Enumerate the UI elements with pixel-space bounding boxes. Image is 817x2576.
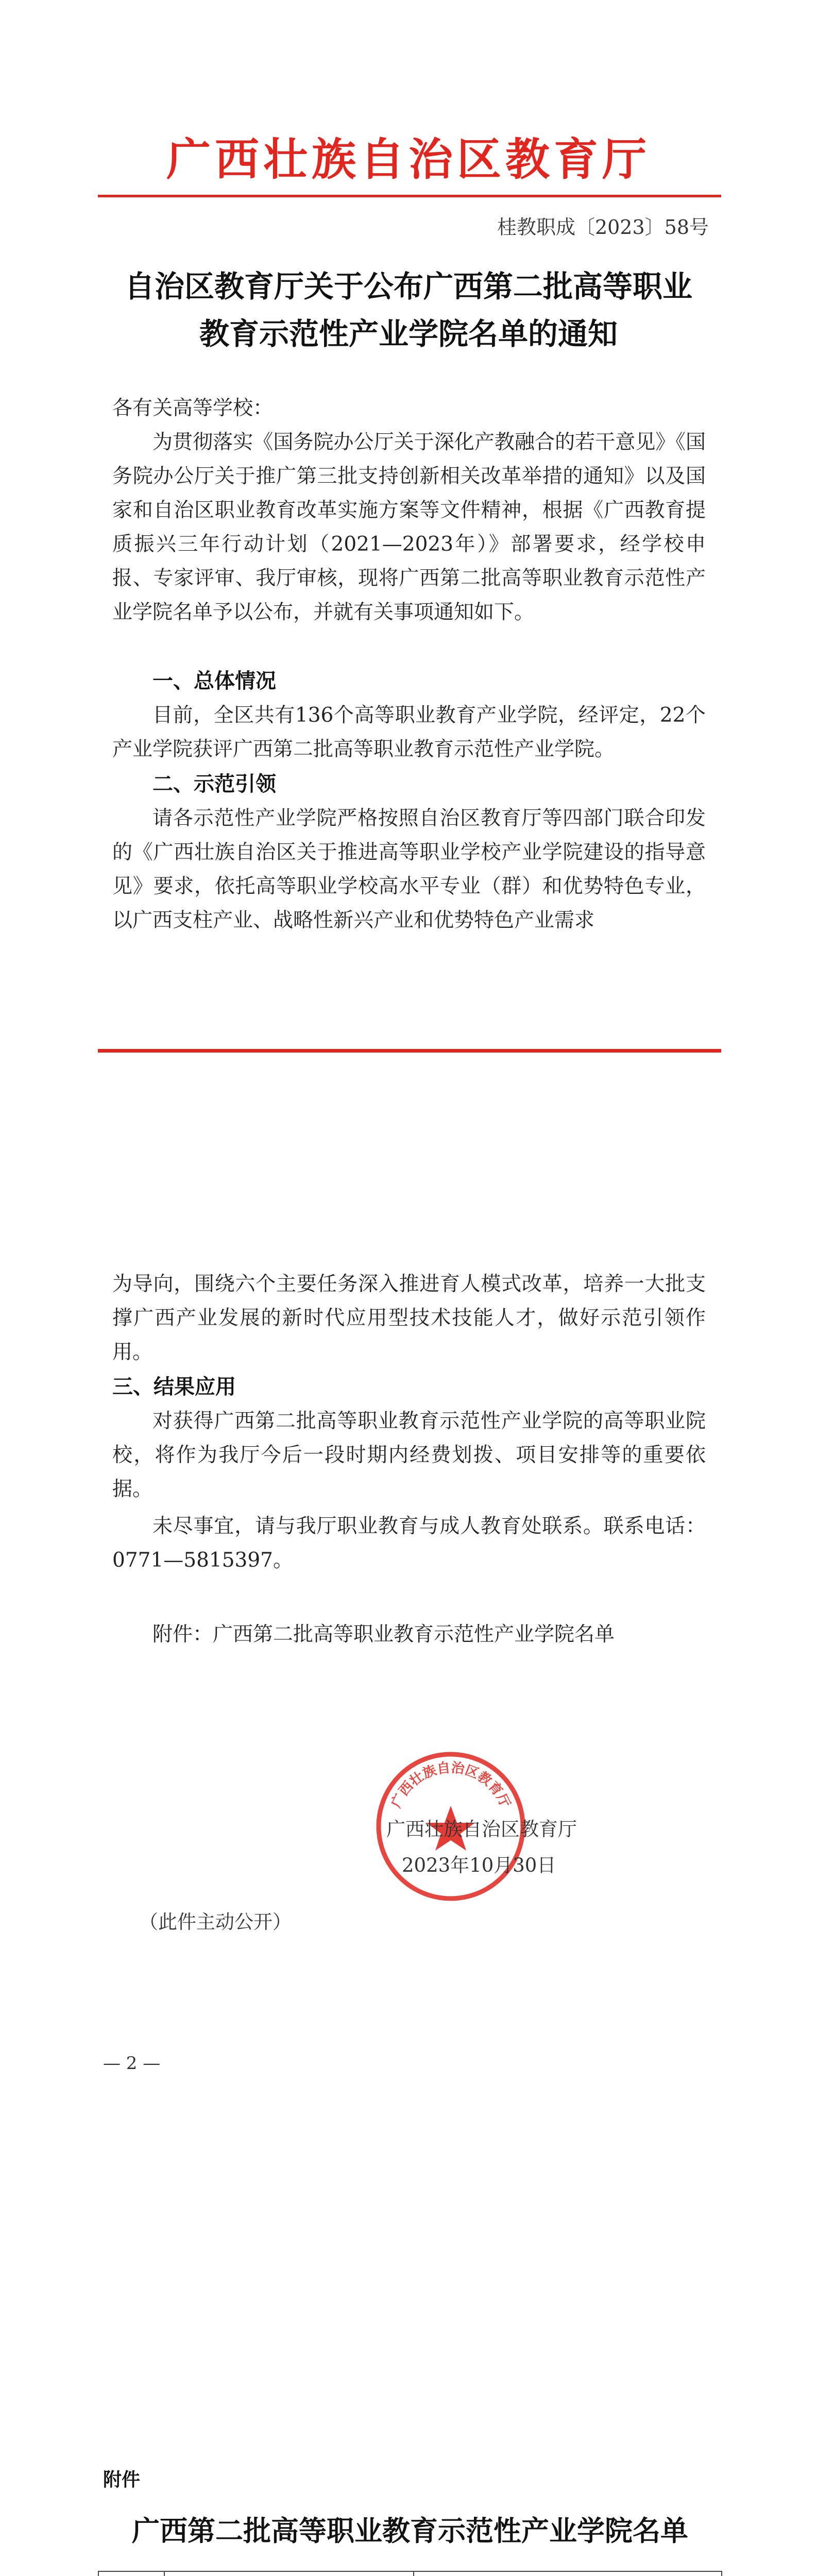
issuing-org-heading: 广西壮族自治区教育厅 [166,133,651,185]
section-2-text: 请各示范性产业学院严格按照自治区教育厅等四部门联合印发的《广西壮族自治区关于推进高等职业学校产业学院建设的指导意见》要求，依托高等职业学校高水平专业（群）和优势特色专业，以广西支柱产业、战略性新兴产业和优势特色产业需求 [112,807,706,932]
signature-org: 广西壮族自治区教育厅 [386,1818,577,1840]
section-1-text: 目前，全区共有136个高等职业教育产业学院，经评定，22个产业学院获评广西第二批高等职业教育示范性产业学院。 [112,704,706,761]
salutation: 各有关高等学校： [112,397,274,420]
list-title: 广西第二批高等职业教育示范性产业学院名单 [132,2514,688,2547]
section-2-title: 二、示范引领 [152,772,276,796]
signature-date: 2023年10月30日 [402,1854,556,1876]
table-header-row [98,2571,722,2576]
attachment-label: 附件 [103,2469,141,2490]
page-number-2: — 2 — [103,2053,161,2074]
notice-title-line-2: 教育示范性产业学院名单的通知 [199,316,618,351]
section-3-text: 对获得广西第二批高等职业教育示范性产业学院的高等职业院校，将作为我厅今后一段时期内经费划拨、项目安排等的重要依据。 [112,1410,706,1501]
column-header-lead-school [164,2571,414,2576]
page-separator [98,1049,721,1053]
section-2-continuation: 为导向，围绕六个主要任务深入推进育人模式改革，培养一大批支撑广西产业发展的新时代应用型技术技能人才，做好示范引领作用。 [112,1273,706,1364]
section-3-title: 三、结果应用 [112,1375,236,1399]
seal-text: 广西壮族自治区教育厅 [388,1760,513,1810]
intro-paragraph: 为贯彻落实《国务院办公厅关于深化产教融合的若干意见》《国务院办公厅关于推广第三批支持创新相关改革举措的通知》以及国家和自治区职业教育改革实施方案等文件精神，根据《广西教育提质振兴三年行动计划（2021—2023年）》部署要求，经学校申报、专家评审、我厅审核，现将广西第二批高等职业教育示范性产业学院名单予以公布，并就有关事项通知如下。 [112,431,706,624]
section-1-title: 一、总体情况 [152,669,276,693]
red-header-rule [98,195,721,197]
industry-college-table [98,2571,722,2576]
document-number: 桂教职成〔2023〕58号 [497,216,709,239]
contact-paragraph: 未尽事宜，请与我厅职业教育与成人教育处联系。联系电话：0771—5815397。 [112,1515,706,1572]
attachment-note: 附件：广西第二批高等职业教育示范性产业学院名单 [152,1623,615,1646]
column-header-index [98,2571,164,2576]
notice-title-line-1: 自治区教育厅关于公布广西第二批高等职业 [124,269,692,304]
public-disclosure-note: （此件主动公开） [139,1911,292,1933]
column-header-industry-college [414,2571,722,2576]
